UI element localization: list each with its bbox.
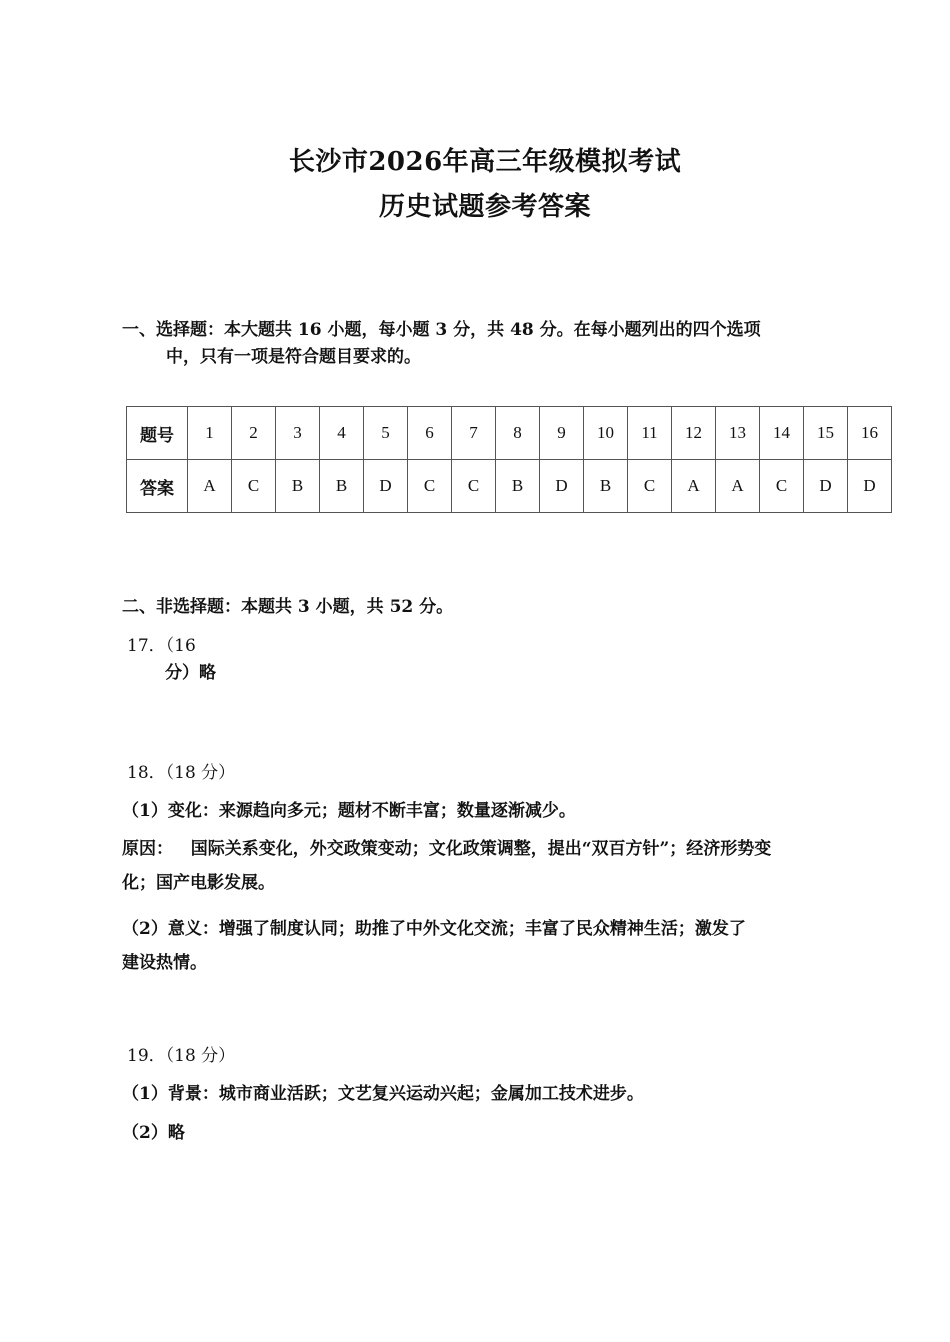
exam-title: 长沙市2026年高三年级模拟考试 [288,147,682,177]
q19-part2: （2）略 [122,1123,185,1143]
question-number: 1 [188,407,232,460]
question-number: 9 [540,407,584,460]
section1-heading [122,317,761,371]
number-row [127,407,892,460]
question-number: 16 [848,407,892,460]
answer-cell: B [276,460,320,513]
answer-cell: C [408,460,452,513]
question-number: 11 [628,407,672,460]
question-number: 8 [496,407,540,460]
question-number: 2 [232,407,276,460]
answer-cell: D [804,460,848,513]
question-number: 3 [276,407,320,460]
answer-cell: B [496,460,540,513]
answer-row-label: 答案 [127,460,188,513]
question-number: 5 [364,407,408,460]
q18-reason-line2: 化；国产电影发展。 [122,873,275,893]
answer-cell: A [188,460,232,513]
answer-table [126,406,892,513]
section1-heading-line1: 一、选择题：本大题共 16 小题，每小题 3 分，共 48 分。在每小题列出的四个选项 [122,320,761,340]
exam-subtitle: 历史试题参考答案 [378,192,591,222]
section1-heading-line2: 中，只有一项是符合题目要求的。 [166,347,421,367]
question-number: 15 [804,407,848,460]
q19-header: 19．（18 分） [127,1046,236,1066]
q18-part2-line1: （2）意义：增强了制度认同；助推了中外文化交流；丰富了民众精神生活；激发了 [122,919,746,939]
question-number: 6 [408,407,452,460]
question-number: 14 [760,407,804,460]
q18-part1: （1）变化：来源趋向多元；题材不断丰富；数量逐渐减少。 [122,801,576,821]
q17-number: 17．（16 [127,636,196,656]
answer-cell: B [584,460,628,513]
answer-cell: C [452,460,496,513]
q18-header: 18．（18 分） [127,763,236,783]
answer-cell: A [716,460,760,513]
answer-cell: D [848,460,892,513]
q18-part2-line2: 建设热情。 [122,953,207,973]
answer-row [127,460,892,513]
q19-part1: （1）背景：城市商业活跃；文艺复兴运动兴起；金属加工技术进步。 [122,1084,644,1104]
number-row-label: 题号 [127,407,188,460]
section2-heading: 二、非选择题：本题共 3 小题，共 52 分。 [122,597,454,617]
answer-cell: A [672,460,716,513]
q18-reason-line1: 原因： 国际关系变化，外交政策变动；文化政策调整，提出“双百方针”；经济形势变 [122,839,772,859]
answer-cell: C [628,460,672,513]
question-number: 10 [584,407,628,460]
answer-cell: C [232,460,276,513]
q17-answer: 分）略 [165,663,216,683]
question-number: 12 [672,407,716,460]
answer-cell: D [540,460,584,513]
answer-cell: B [320,460,364,513]
question-number: 7 [452,407,496,460]
answer-cell: C [760,460,804,513]
answer-cell: D [364,460,408,513]
question-number: 4 [320,407,364,460]
question-number: 13 [716,407,760,460]
